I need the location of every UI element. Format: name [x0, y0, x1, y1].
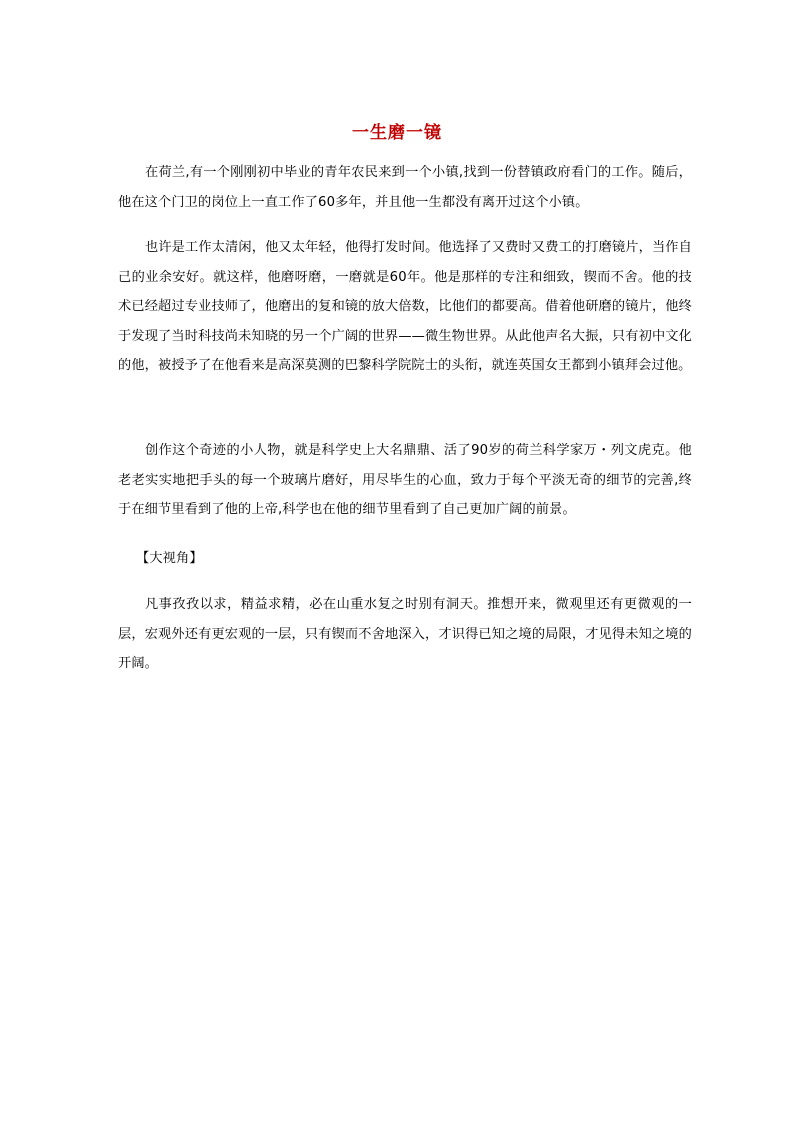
section-heading: 【大视角】: [136, 551, 203, 566]
document-title: 一生磨一镜: [352, 123, 442, 143]
paragraph-2: 也许是工作太清闲，他又太年轻，他得打发时间。他选择了又费时又费工的打磨镜片，当作自己的业余安好。就这样，他磨呀磨，一磨就是60年。他是那样的专注和细致，锲而不舍。他的技术已经超过专业技师了，他磨出的复和镜的放大倍数，比他们的都要高。借着他研磨的镜片，他终于发现了当时科技尚未知晓的另一个广阔的世界——微生物世界。从此他声名大振，只有初中文化的他，被授予了在他看来是高深莫测的巴黎科学院院士的头衔，就连英国女王都到小镇拜会过他。: [118, 240, 692, 373]
paragraph-3: 创作这个奇迹的小人物，就是科学史上大名鼎鼎、活了90岁的荷兰科学家万・列文虎克。他老老实实地把手头的每一个玻璃片磨好，用尽毕生的心血，致力于每个平淡无奇的细节的完善,终于在细节里看到了他的上帝,科学也在他的细节里看到了自己更加广阔的前景。: [118, 443, 692, 517]
paragraph-5: 凡事孜孜以求，精益求精，必在山重水复之时别有洞天。推想开来，微观里还有更微观的一层，宏观外还有更宏观的一层，只有锲而不舍地深入，才识得已知之境的局限，才见得未知之境的开阔。: [118, 597, 692, 671]
paragraph-1: 在荷兰,有一个刚刚初中毕业的青年农民来到一个小镇,找到一份替镇政府看门的工作。随后，他在这个门卫的岗位上一直工作了60多年，并且他一生都没有离开过这个小镇。: [118, 165, 692, 210]
